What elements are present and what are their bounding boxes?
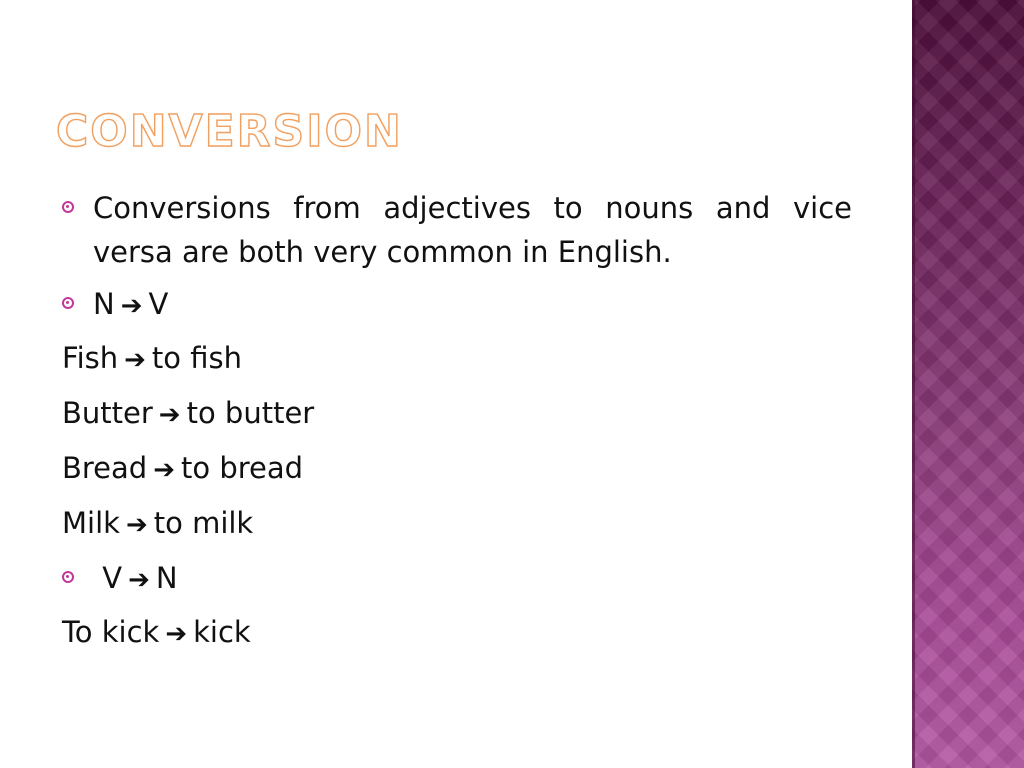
example-from: Bread bbox=[62, 451, 148, 485]
arrow-right-icon: ➔ bbox=[158, 400, 181, 430]
example-line bbox=[62, 610, 852, 656]
bullet-item-intro bbox=[62, 186, 852, 274]
example-to: to bread bbox=[181, 451, 304, 485]
example-from: Butter bbox=[62, 396, 153, 430]
arrow-right-icon: ➔ bbox=[124, 345, 146, 375]
bullet-item-n-to-v bbox=[62, 282, 852, 328]
example-to: kick bbox=[193, 615, 251, 649]
arrow-right-icon: ➔ bbox=[165, 619, 188, 649]
slide-content bbox=[62, 186, 852, 665]
example-to: to fish bbox=[151, 341, 243, 375]
rule-from: V bbox=[102, 561, 123, 595]
example-line bbox=[62, 446, 852, 492]
example-to: to butter bbox=[186, 396, 315, 430]
example-from: To kick bbox=[62, 615, 160, 649]
circle-bullet-icon bbox=[62, 571, 74, 583]
example-line bbox=[62, 336, 852, 382]
arrow-right-icon: ➔ bbox=[128, 565, 150, 595]
bullet-item-v-to-n bbox=[62, 556, 852, 602]
arrow-right-icon: ➔ bbox=[125, 510, 148, 540]
rule-to: V bbox=[148, 287, 169, 321]
example-to: to milk bbox=[153, 506, 254, 540]
arrow-right-icon: ➔ bbox=[153, 455, 175, 485]
example-from: Milk bbox=[62, 506, 120, 540]
example-line bbox=[62, 501, 852, 547]
rule-to: N bbox=[155, 561, 178, 595]
intro-text: Conversions from adjectives to nouns and vice versa are both very common in English. bbox=[93, 191, 852, 269]
circle-bullet-icon bbox=[62, 201, 74, 213]
arrow-right-icon: ➔ bbox=[120, 291, 143, 321]
example-line bbox=[62, 391, 852, 437]
circle-bullet-icon bbox=[62, 297, 74, 309]
decorative-side-panel bbox=[912, 0, 1024, 768]
slide-title: CONVERSION bbox=[56, 106, 403, 157]
rule-from: N bbox=[93, 287, 115, 321]
example-from: Fish bbox=[62, 341, 119, 375]
